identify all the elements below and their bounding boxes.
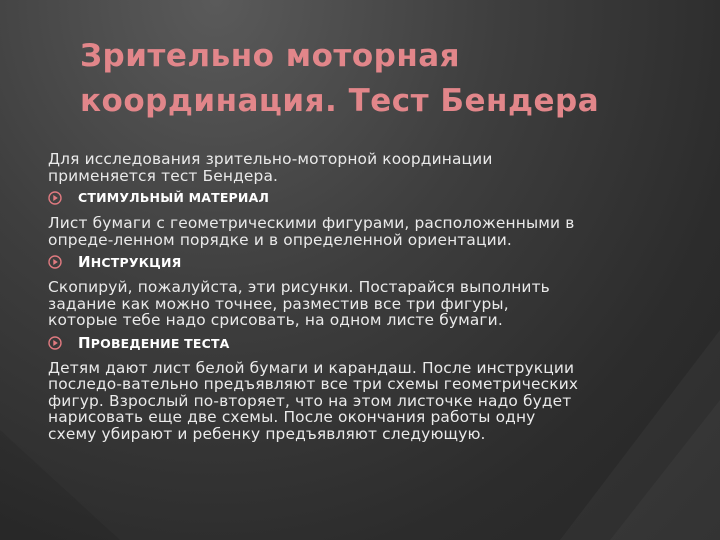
circled-arrow-right-icon	[48, 191, 62, 205]
paragraph-line: применяется тест Бендера.	[48, 166, 279, 185]
paragraph-line: опреде-ленном порядке и в определенной ориентации.	[48, 230, 512, 249]
slide-body	[48, 151, 698, 448]
circled-arrow-right-icon	[48, 255, 62, 269]
paragraph-line: Лист бумаги с геометрическими фигурами, расположенными в	[48, 214, 575, 232]
bullet-label: НСТРУКЦИЯ	[90, 255, 182, 270]
intro-paragraph	[48, 151, 698, 184]
paragraph-line: которые тебе надо срисовать, на одном листе бумаги.	[48, 311, 503, 329]
title-line: координация. Тест Бендера	[80, 82, 600, 119]
paragraph-line: последо-вательно предъявляют все три схемы геометрических	[48, 375, 579, 393]
paragraph-line: Скопируй, пожалуйста, эти рисунки. Постарайся выполнить	[48, 278, 550, 296]
material-paragraph	[48, 215, 698, 248]
paragraph-line: фигур. Взрослый по-вторяет, что на этом листочке надо будет	[48, 391, 572, 410]
bullet-test-procedure	[48, 335, 698, 351]
bullet-label-initial: И	[78, 253, 91, 271]
slide-title	[80, 34, 680, 124]
paragraph-line: задание как можно точнее, разместив все три фигуры,	[48, 294, 509, 313]
paragraph-line: нарисовать еще две схемы. После окончания работы одну	[48, 408, 536, 426]
instruction-paragraph	[48, 279, 698, 329]
paragraph-line: Для исследования зрительно-моторной координации	[48, 150, 493, 168]
bullet-label-initial: П	[78, 333, 91, 352]
paragraph-line: Детям дают лист белой бумаги и карандаш. После инструкции	[48, 358, 575, 377]
title-line: Зрительно моторная	[80, 38, 461, 74]
paragraph-line: схему убирают и ребенку предъявляют следующую.	[48, 424, 486, 443]
bullet-label: РОВЕДЕНИЕ ТЕСТА	[90, 335, 230, 351]
bullet-stimulus-material	[48, 190, 698, 206]
bullet-instruction	[48, 254, 698, 270]
bullet-label: СТИМУЛЬНЫЙ МАТЕРИАЛ	[78, 190, 270, 205]
circled-arrow-right-icon	[48, 336, 62, 350]
procedure-paragraph	[48, 360, 698, 443]
